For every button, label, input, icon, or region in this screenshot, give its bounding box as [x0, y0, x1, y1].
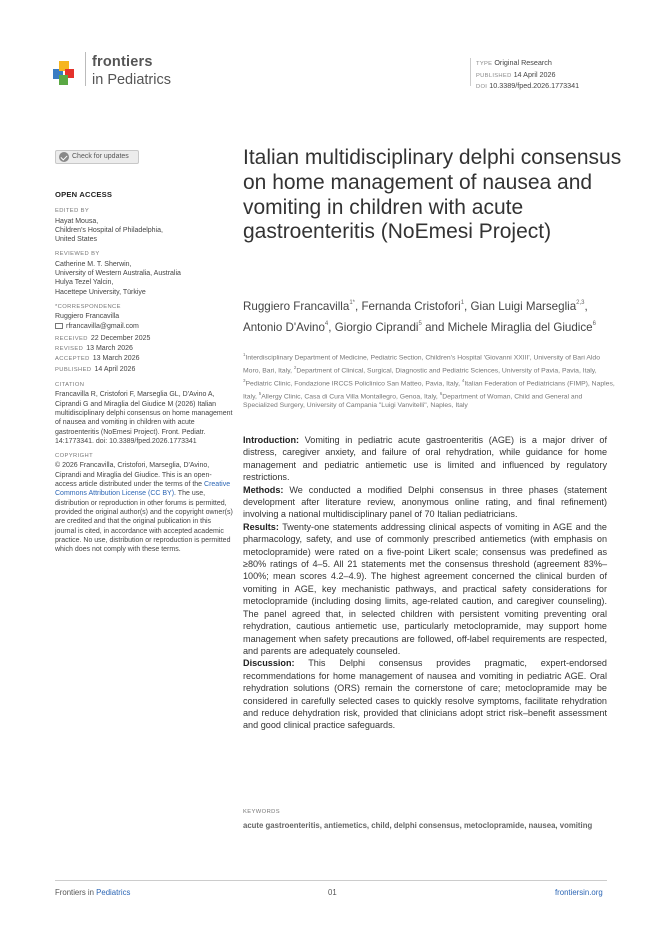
article-title: Italian multidisciplinary delphi consensus on home management of nausea and vomiting in children with acute gastroenteritis (NoEmesi Project): [243, 146, 622, 244]
meta-type-label: TYPE: [476, 61, 493, 67]
copyright-text: [55, 461, 233, 554]
discussion-label: Discussion:: [243, 658, 295, 669]
abstract-introduction: [243, 434, 607, 484]
introduction-text: Vomiting in pediatric acute gastroenteritis (AGE) is a major driver of distress, caregiver anxiety, and failure of oral rehydration, while guidance for home management and pediatric antiemetic use is limited and influenced by regulatory restrictions.: [243, 435, 607, 483]
edited-by-label: EDITED BY: [55, 208, 90, 215]
copyright-post: . The use, distribution or reproduction in other forums is permitted, provided the original author(s) and the copyright owner(s) are credited and that the original publication in this journal is cited, in accordance with accepted academic practice. No use, distribution or reproduction is permitted which does not comply with these terms.: [55, 490, 233, 554]
received-date: 22 December 2025: [90, 334, 151, 342]
check-for-updates-label: Check for updates: [72, 153, 129, 160]
article-info-sidebar: [55, 190, 233, 554]
meta-type: Original Research: [494, 58, 552, 67]
revised-label: REVISED: [55, 346, 84, 353]
author-name[interactable]: Giorgio Ciprandi: [334, 320, 419, 334]
affiliation-number: 4: [461, 377, 465, 383]
dates-block: [55, 334, 233, 375]
author-separator: ,: [584, 300, 588, 313]
author-name[interactable]: Fernanda Cristofori: [361, 300, 461, 313]
introduction-label: Introduction:: [243, 435, 300, 445]
author-affiliation-marker: 4: [324, 320, 329, 327]
meta-published-label: PUBLISHED: [476, 72, 512, 79]
affiliation-text: Pediatric Clinic, Fondazione IRCCS Policlinico San Matteo, Pavia, Italy,: [245, 379, 462, 387]
affiliations: [243, 350, 615, 411]
frontiers-logo-icon: [53, 59, 79, 87]
footer-journal-name: Pediatrics: [96, 888, 131, 897]
edited-by: Hayat Mousa, Children's Hospital of Philadelphia, United States: [55, 217, 163, 244]
abstract-discussion: [243, 657, 607, 731]
affiliation-number: 1: [243, 352, 246, 357]
discussion-text: This Delphi consensus provides pragmatic, expert-endorsed recommendations for home management of nausea and vomiting in pediatric AGE. Oral rehydration solutions (ORS) remain the cornerstone of care; metoclopramide may be considered in carefully selected cases to quickly resolve symptoms, facilitate rehydration and reduce dehydration risk, provided that clinicians adopt strict risk–benefit assessment and good clinical practice safeguards.: [243, 658, 607, 731]
affiliation-text: Italian Federation of Pediatricians (FIMP), Naples, Italy,: [243, 379, 615, 400]
results-label: Results:: [243, 521, 279, 532]
affiliation-text: Interdisciplinary Department of Medicine, Pediatric Section, Children's Hospital 'Giovanni XXIII', University of Bari Aldo Moro, Bari, Italy,: [243, 354, 600, 375]
author-affiliation-marker: 5: [418, 320, 422, 327]
affiliation-number: 6: [439, 390, 443, 396]
logo-wordmark: frontiers: [92, 54, 153, 70]
author-affiliation-marker: 2,3: [576, 300, 585, 306]
abstract-results: [243, 521, 607, 657]
author-list: [243, 295, 623, 336]
check-for-updates-button[interactable]: [55, 150, 139, 164]
citation-text: Francavilla R, Cristofori F, Marseglia GL, D'Avino A, Ciprandi G and Miraglia del Giudice M (2026) Italian multidisciplinary delphi consensus on home management of nausea and vomiting in children with acute gastroenteritis (NoEmesi Project). Front. Pediatr. 14:1773341. doi: 10.3389/fped.2026.1773341: [55, 391, 233, 445]
meta-published: 14 April 2026: [513, 69, 556, 79]
abstract: [243, 434, 607, 732]
published-date: 14 April 2026: [94, 365, 136, 373]
check-icon: [59, 152, 69, 162]
methods-text: We conducted a modified Delphi consensus in three phases (statement development after literature review, anonymous online rating, and final refinement) involving a national multidisciplinary panel of 70 Italian pediatricians.: [243, 484, 607, 520]
citation-label: CITATION: [55, 382, 85, 389]
author-affiliation-marker: 1: [460, 300, 465, 306]
author-separator: ,: [355, 300, 362, 313]
methods-label: Methods:: [243, 484, 284, 495]
correspondence-label: *CORRESPONDENCE: [55, 303, 121, 310]
reviewed-by-label: REVIEWED BY: [55, 251, 100, 258]
footer-journal-prefix: Frontiers in: [55, 888, 97, 897]
correspondence-email[interactable]: rfrancavilla@gmail.com: [66, 322, 139, 330]
author-separator: and: [421, 320, 448, 334]
correspondence-name: Ruggiero Francavilla: [55, 313, 120, 321]
affiliation-number: 2: [293, 364, 297, 370]
logo-divider: [85, 52, 86, 86]
footer-journal[interactable]: [55, 888, 130, 897]
affiliation-number: 5: [258, 390, 262, 396]
received-label: RECEIVED: [55, 335, 88, 342]
keywords-label: KEYWORDS: [243, 809, 281, 815]
affiliation-number: 3: [243, 377, 246, 383]
mail-icon: [55, 323, 63, 329]
article-meta: [476, 58, 579, 93]
accepted-date: 13 March 2026: [92, 355, 140, 363]
author-separator: ,: [464, 300, 471, 313]
open-access-heading: OPEN ACCESS: [55, 190, 113, 199]
footer-divider: [55, 880, 607, 881]
cc-by-license-link[interactable]: Creative Commons Attribution License (CC BY): [55, 481, 231, 498]
author-affiliation-marker: 1*: [349, 300, 355, 306]
frontiersin-link[interactable]: frontiersin.org: [555, 888, 603, 897]
meta-doi-link[interactable]: 10.3389/fped.2026.1773341: [489, 81, 580, 91]
affiliation-text: Allergy Clinic, Casa di Cura Villa Montallegro, Genoa, Italy,: [261, 392, 440, 400]
affiliation-text: Department of Woman, Child and General and Specialized Surgery, University of Campania "Luigi Vanvitelli", Naples, Italy: [243, 392, 583, 410]
logo-journal-name: in Pediatrics: [92, 72, 171, 88]
author-separator: ,: [328, 320, 335, 334]
keywords: acute gastroenteritis, antiemetics, child, delphi consensus, metoclopramide, nausea, vomiting: [243, 821, 593, 830]
revised-date: 13 March 2026: [86, 345, 133, 353]
copyright-label: COPYRIGHT: [55, 453, 94, 460]
meta-divider: [470, 58, 471, 86]
author-name[interactable]: Ruggiero Francavilla: [243, 300, 350, 313]
author-name[interactable]: Gian Luigi Marseglia: [470, 300, 577, 313]
accepted-label: ACCEPTED: [55, 356, 90, 363]
published-label: PUBLISHED: [55, 366, 92, 373]
author-name[interactable]: Michele Miraglia del Giudice: [447, 320, 593, 334]
author-name[interactable]: Antonio D'Avino: [243, 320, 325, 334]
meta-doi-label: DOI: [476, 84, 488, 91]
abstract-methods: [243, 484, 607, 521]
author-affiliation-marker: 6: [592, 320, 596, 327]
page-number: 01: [328, 888, 337, 897]
affiliation-text: Department of Clinical, Surgical, Diagnostic and Pediatric Sciences, University of Pavia, Pavia, Italy,: [296, 367, 597, 375]
correspondence-email-row: [55, 322, 233, 331]
reviewed-by: Catherine M. T. Sherwin, University of Western Australia, Australia Hulya Tezel Yalcin, Hacettepe University, Türkiye: [55, 260, 181, 296]
results-text: Twenty-one statements addressing clinical aspects of vomiting in AGE and the pharmacology, safety, and use of commonly prescribed antiemetics (with emphasis on metoclopramide) were rated on a five-point Likert scale; consensus was predefined as ≥80% ratings of 4–5. All 21 statements met the consensus threshold (agreement 83%–100%; mean scores 4.2–4.9). The highest agreement concerned the clinical burden of vomiting in AGE, key mechanistic pathways, and practical safety considerations for metoclopramide (including dosing limits, age-related caution, and caregiver counseling). The panel agreed that, in selected children with persistent vomiting preventing oral rehydration, cautious antiemetic use, particularly metoclopramide, may support home management when safety precautions are followed, off-label requirements are respected, and parents are adequately counseled.: [243, 521, 607, 656]
copyright-pre: © 2026 Francavilla, Cristofori, Marseglia, D'Avino, Ciprandi and Miraglia del Giudice. This is an open-access article distributed under the terms of the: [55, 462, 212, 489]
